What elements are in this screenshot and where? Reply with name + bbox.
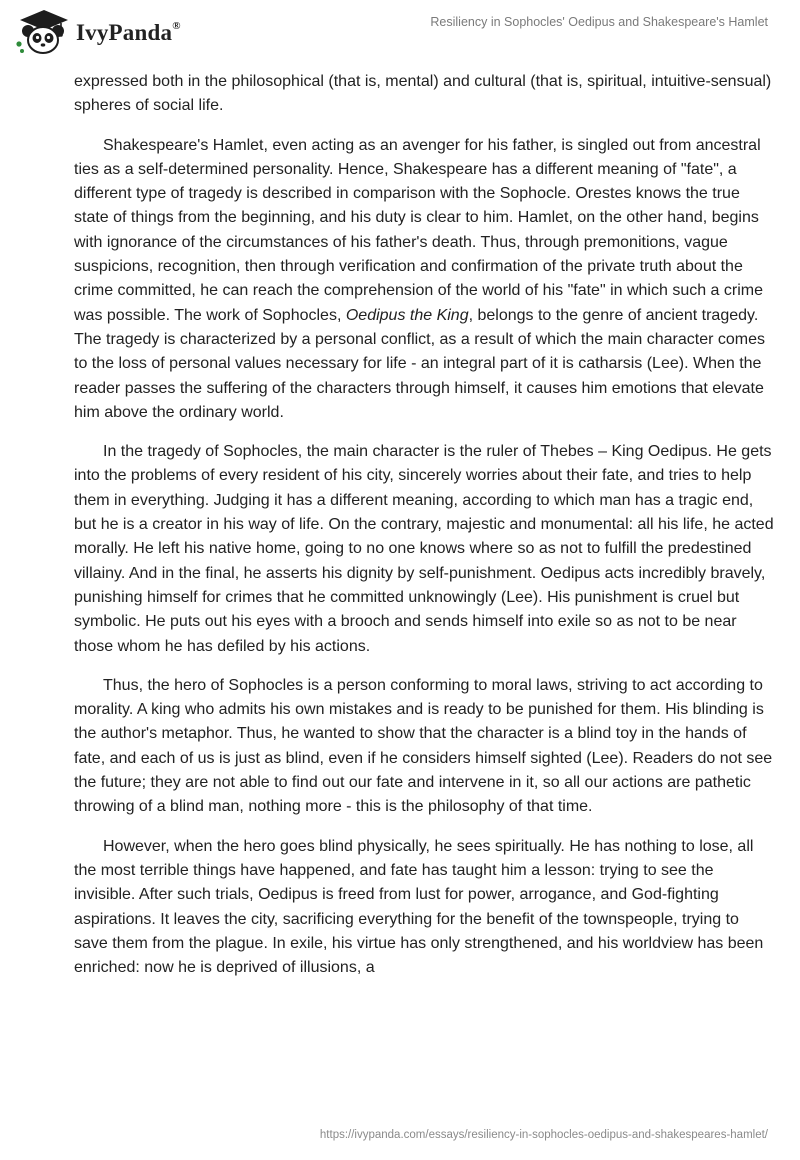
- paragraph: In the tragedy of Sophocles, the main character is the ruler of Thebes – King Oedipus. He gets into the problems of every resident of his city, sincerely worries about their fate, and tries to help them in everything. Judging it has a different meaning, according to which man has a tragic end, but he is a creator in his way of life. On the contrary, majestic and monumental: all his life, he acted morally. He left his native home, going to no one knows where so as not to fulfill the predestined villainy. And in the final, he asserts his dignity by self-punishment. Oedipus acts incredibly bravely, punishing himself for crimes that he committed unknowingly (Lee). His punishment is cruel but symbolic. He puts out his eyes with a brooch and sends himself into exile so as not to be near those whom he has defiled by his actions.: [74, 443, 774, 655]
- paragraph: However, when the hero goes blind physically, he sees spiritually. He has nothing to lose, all the most terrible things have happened, and fate has taught him a lesson: trying to see the invisible. After such trials, Oedipus is freed from lust for power, arrogance, and God-fighting aspirations. It leaves the city, sacrificing everything for the benefit of the townspeople, trying to save them from the plague. In exile, his virtue has only strengthened, and his worldview has been enriched: now he is deprived of illusions, a: [74, 837, 764, 977]
- page-header: [0, 0, 800, 60]
- document-title: Resiliency in Sophocles' Oedipus and Shakespeare's Hamlet: [430, 15, 768, 29]
- paragraph: Thus, the hero of Sophocles is a person conforming to moral laws, striving to act according to morality. A king who admits his own mistakes and is ready to be punished for them. His blinding is the author's metaphor. Thus, he wanted to show that the character is a blind toy in the hands of fate, and each of us is just as blind, even if he considers himself sighted (Lee). Readers do not see the future; they are not able to find out our fate and intervene in it, so all our actions are pathetic throwing of a blind man, nothing more - this is the philosophy of that time.: [74, 676, 773, 816]
- essay-body: [74, 70, 774, 995]
- work-title-italic: Oedipus the King: [345, 306, 469, 324]
- brand-logo[interactable]: [14, 6, 181, 56]
- paragraph-continuation: expressed both in the philosophical (that is, mental) and cultural (that is, spiritual, intuitive-sensual) spheres of social life.: [74, 73, 772, 115]
- panda-graduation-cap-logo-icon: [14, 6, 70, 56]
- source-url[interactable]: https://ivypanda.com/essays/resiliency-in-sophocles-oedipus-and-shakespeares-hamlet/: [319, 1129, 768, 1141]
- paragraph: Shakespeare's Hamlet, even acting as an avenger for his father, is singled out from ancestral ties as a self-determined personality. Hence, Shakespeare has a different meaning of "fate", a different type of tragedy is described in comparison with the Sophocle. Orestes knows the true state of things from the beginning, and his duty is clear to him. Hamlet, on the other hand, begins with ignorance of the circumstances of his father's death. Thus, through premonitions, vague suspicions, recognition, then through verification and confirmation of the private truth about the crime committed, he can reach the comprehension of the world of his "fate" in which such a crime was possible. The work of Sophocles, Oedipus the King, belongs to the genre of ancient tragedy. The tragedy is characterized by a personal conflict, as a result of which the main character comes to the loss of personal values necessary for life - an integral part of it is catharsis (Lee). When the reader passes the suffering of the characters through himself, it causes him emotions that elevate him above the ordinary world.: [74, 136, 765, 421]
- brand-name: IvyPanda®: [76, 20, 181, 45]
